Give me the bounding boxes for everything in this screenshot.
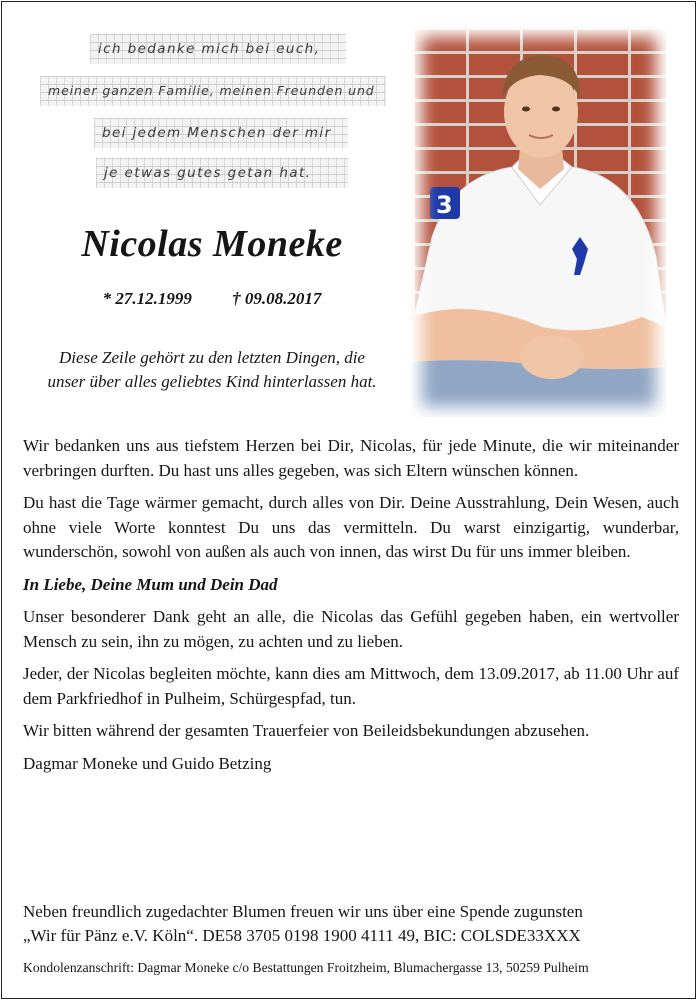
paragraph-condolence-request: Wir bitten während der gesamten Trauerfeier von Beileidsbekundungen abzusehen. <box>23 721 590 740</box>
deceased-name: Nicolas Moneke <box>81 223 343 265</box>
shirt-number: 3 <box>436 191 453 219</box>
birth-date: * 27.12.1999 <box>102 289 192 308</box>
obituary-notice <box>1 1 696 999</box>
condolence-address: Kondolenzanschrift: Dagmar Moneke c/o Bestattungen Froitzheim, Blumachergasse 13, 50259 Pulheim <box>23 960 589 975</box>
note-line-2: meiner ganzen Familie, meinen Freunden und <box>40 76 386 106</box>
note-line-1: ich bedanke mich bei euch, <box>90 34 346 64</box>
note-line-4: je etwas gutes getan hat. <box>96 158 348 188</box>
life-dates <box>22 289 402 309</box>
quote-line-2: unser über alles geliebtes Kind hinterlassen hat. <box>47 372 377 391</box>
death-date: † 09.08.2017 <box>232 289 322 308</box>
donation-notice <box>23 900 679 948</box>
note-line-3: bei jedem Menschen der mir <box>94 118 348 148</box>
obituary-text <box>23 434 679 784</box>
parents-signature: In Liebe, Deine Mum und Dein Dad <box>23 574 278 594</box>
paragraph-tribute: Du hast die Tage wärmer gemacht, durch alles von Dir. Deine Ausstrahlung, Dein Wesen, auch ohne viele Worte konntest Du uns das vermitteln. Du warst einzigartig, wunderbar, wunderschön, sowohl von außen als auch von innen, das wirst Du für uns immer bleiben. <box>23 493 679 561</box>
paragraph-thanks: Wir bedanken uns aus tiefstem Herzen bei Dir, Nicolas, für jede Minute, die wir miteinander verbringen durften. Du hast uns alles gegeben, was sich Eltern wünschen können. <box>23 436 679 480</box>
paragraph-gratitude: Unser besonderer Dank geht an alle, die Nicolas das Gefühl gegeben haben, ein wertvoller Mensch zu sein, ihn zu mögen, zu achten und zu lieben. <box>23 607 679 651</box>
mourners-names: Dagmar Moneke und Guido Betzing <box>23 753 272 773</box>
quote <box>22 346 402 394</box>
quote-line-1: Diese Zeile gehört zu den letzten Dingen, die <box>59 348 365 367</box>
donation-line-1: Neben freundlich zugedachter Blumen freuen wir uns über eine Spende zugunsten <box>23 902 583 921</box>
donation-line-2: „Wir für Pänz e.V. Köln“. DE58 3705 0198 1900 4111 49, BIC: COLSDE33XXX <box>23 926 581 945</box>
portrait-photo <box>412 27 666 417</box>
paragraph-funeral-info: Jeder, der Nicolas begleiten möchte, kann dies am Mittwoch, dem 13.09.2017, ab 11.00 Uhr auf dem Parkfriedhof in Pulheim, Schürgespfad, tun. <box>23 664 679 708</box>
handwritten-note <box>40 32 385 192</box>
